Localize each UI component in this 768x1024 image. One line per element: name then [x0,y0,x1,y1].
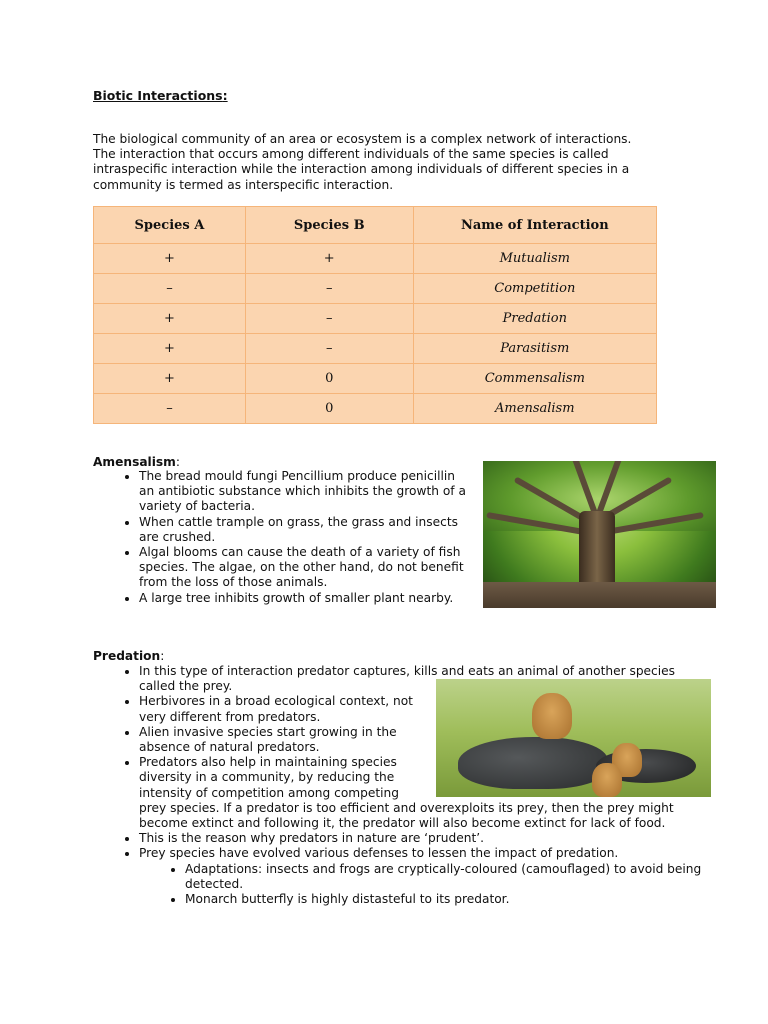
table-header-row [94,207,657,244]
list-item [139,846,714,907]
intro-line: community is termed as interspecific interaction. [93,177,394,192]
list-item: • In this type of interaction predator captures, kills and eats an animal of another species called the prey. [139,664,714,694]
cell-species-a: + [94,334,246,364]
cell-species-b: + [245,244,413,274]
predation-list [93,664,714,907]
header-species-a: Species A [94,207,246,244]
list-item: • Herbivores in a broad ecological context, not very different from predators. [139,694,414,724]
table-row [94,244,657,274]
cell-species-b: 0 [245,394,413,424]
cell-interaction-name: Parasitism [413,334,656,364]
cell-species-a: + [94,364,246,394]
page-title: Biotic Interactions: [93,88,228,103]
photo-float-spacer [414,755,714,800]
header-species-b: Species B [245,207,413,244]
cell-species-a: – [94,394,246,424]
amensalism-list [93,469,473,606]
header-interaction-name: Name of Interaction [413,207,656,244]
intro-paragraph [93,132,683,193]
amensalism-heading: Amensalism: [93,455,180,469]
cell-species-b: – [245,274,413,304]
intro-line: The biological community of an area or ecosystem is a complex network of interactions. [93,132,632,146]
list-item: • When cattle trample on grass, the grass and insects are crushed. [139,515,473,545]
list-item: • Alien invasive species start growing in the absence of natural predators. [139,725,419,755]
list-item: • Algal blooms can cause the death of a variety of fish species. The algae, on the other hand, do not benefit from the loss of those animals. [139,545,473,591]
list-item: • Adaptations: insects and frogs are cryptically-coloured (camouflaged) to avoid being detected. [185,862,714,892]
prey-defense-sublist [139,862,714,908]
cell-interaction-name: Commensalism [413,364,656,394]
table-row [94,364,657,394]
list-item: • This is the reason why predators in nature are ‘prudent’. [139,831,714,846]
cell-species-b: – [245,304,413,334]
predation-diversity-text: Predators also help in maintaining species diversity in a community, by reducing the intensity of competition among competing prey species. If a predator is too efficient and overexploits its prey, then the prey might become extinct and following it, the predator will also become extinct for lack of food. [139,755,674,831]
cell-species-a: – [94,274,246,304]
list-item: • A large tree inhibits growth of smaller plant nearby. [139,591,473,606]
prey-defense-text: Prey species have evolved various defenses to lessen the impact of predation. [139,846,619,861]
table-row [94,274,657,304]
table-row [94,334,657,364]
interaction-table [93,206,657,424]
cell-species-a: + [94,244,246,274]
cell-species-b: – [245,334,413,364]
cell-interaction-name: Amensalism [413,394,656,424]
cell-interaction-name: Mutualism [413,244,656,274]
list-item: • The bread mould fungi Pencillium produce penicillin an antibiotic substance which inhibits the growth of a variety of bacteria. [139,469,473,515]
list-item [139,755,714,831]
table-row [94,304,657,334]
banyan-tree-photo [483,461,716,608]
cell-species-a: + [94,304,246,334]
cell-interaction-name: Competition [413,274,656,304]
intro-line: The interaction that occurs among different individuals of the same species is called [93,147,609,162]
intro-line: intraspecific interaction while the interaction among individuals of different species in a [93,162,630,177]
cell-species-b: 0 [245,364,413,394]
table-row [94,394,657,424]
cell-interaction-name: Predation [413,304,656,334]
list-item: • Monarch butterfly is highly distasteful to its predator. [185,892,714,907]
predation-heading: Predation: [93,649,165,663]
